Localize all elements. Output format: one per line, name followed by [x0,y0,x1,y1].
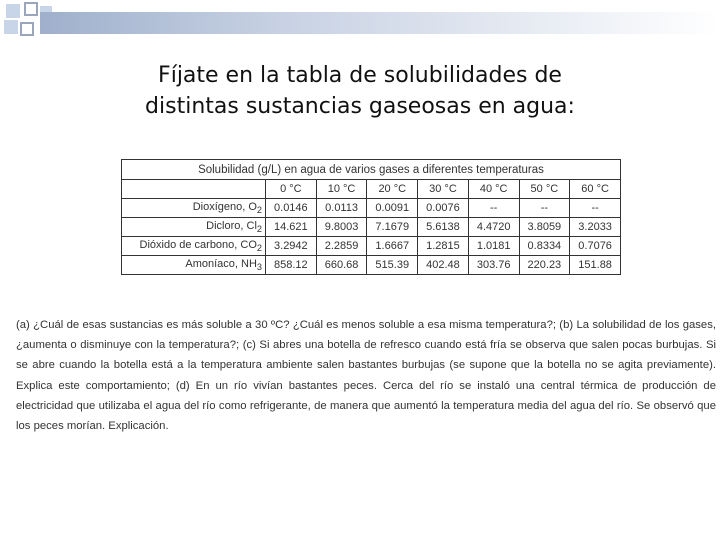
table-cell: -- [519,199,570,218]
table-cell: 2.2859 [316,237,367,256]
header-empty-cell [122,180,266,199]
table-header-row [122,180,621,199]
table-row [122,237,621,256]
row-label [122,218,266,237]
table-cell: 3.8059 [519,218,570,237]
questions-paragraph [16,315,716,436]
solubility-table [121,159,621,275]
column-header: 30 °C [418,180,469,199]
table-cell: 1.0181 [468,237,519,256]
column-header: 60 °C [570,180,621,199]
table-cell: 858.12 [266,256,317,275]
table-row [122,218,621,237]
row-label-text: Dióxido de carbono, CO [139,238,257,251]
table-cell: 303.76 [468,256,519,275]
decor-gradient-bar [40,12,720,34]
table-cell: 14.621 [266,218,317,237]
table-caption: Solubilidad (g/L) en agua de varios gases a diferentes temperaturas [122,160,621,180]
decor-square [20,22,34,36]
slide-decoration [0,0,720,40]
column-header: 40 °C [468,180,519,199]
column-header: 20 °C [367,180,418,199]
title-line-2: distintas sustancias gaseosas en agua: [145,94,575,119]
table-cell: 0.0076 [418,199,469,218]
row-label [122,237,266,256]
title-line-1: Fíjate en la tabla de solubilidades de [158,63,562,88]
table-cell: 4.4720 [468,218,519,237]
column-header: 10 °C [316,180,367,199]
row-label-subscript: 2 [256,224,262,235]
row-label-subscript: 2 [256,205,262,216]
table-cell: 660.68 [316,256,367,275]
table-cell: 0.0091 [367,199,418,218]
row-label-subscript: 3 [256,262,262,273]
table-cell: 1.6667 [367,237,418,256]
row-label-subscript: 2 [256,243,262,254]
table-cell: 5.6138 [418,218,469,237]
decor-square [6,4,20,18]
row-label [122,256,266,275]
table-cell: 151.88 [570,256,621,275]
table-cell: -- [570,199,621,218]
table-cell: -- [468,199,519,218]
table-cell: 0.0146 [266,199,317,218]
row-label [122,199,266,218]
column-header: 50 °C [519,180,570,199]
table-cell: 3.2942 [266,237,317,256]
table-cell: 9.8003 [316,218,367,237]
column-header: 0 °C [266,180,317,199]
table-cell: 0.0113 [316,199,367,218]
decor-square [4,20,18,34]
row-label-text: Dicloro, Cl [206,219,257,232]
table-cell: 220.23 [519,256,570,275]
slide-title [0,60,720,122]
decor-square [24,2,38,16]
table-cell: 7.1679 [367,218,418,237]
table-cell: 515.39 [367,256,418,275]
table-cell: 0.7076 [570,237,621,256]
table-cell: 0.8334 [519,237,570,256]
table-cell: 3.2033 [570,218,621,237]
table-cell: 1.2815 [418,237,469,256]
questions-text: (a) ¿Cuál de esas sustancias es más soluble a 30 ºC? ¿Cuál es menos soluble a esa misma temperatura?; (b) La solubilidad de los gases, ¿aumenta o disminuye con la temperatura?; (c) Si abres una botella de refresco cuando está fría se observa que salen pocas burbujas. Si se abre cuando la botella está a la temperatura ambiente salen bastantes burbujas (se supone que la botella no se agita previamente). Explica este comportamiento; (d) En un río vivían bastantes peces. Cerca del río se instaló una central térmica de producción de electricidad que utilizaba el agua del río como refrigerante, de manera que aumentó la temperatura media del agua del río. Se observó que los peces morían. Explicación. [16,319,716,433]
row-label-text: Amoníaco, NH [185,257,257,270]
table-row [122,256,621,275]
table-cell: 402.48 [418,256,469,275]
table-row [122,199,621,218]
row-label-text: Dioxígeno, O [192,200,257,213]
